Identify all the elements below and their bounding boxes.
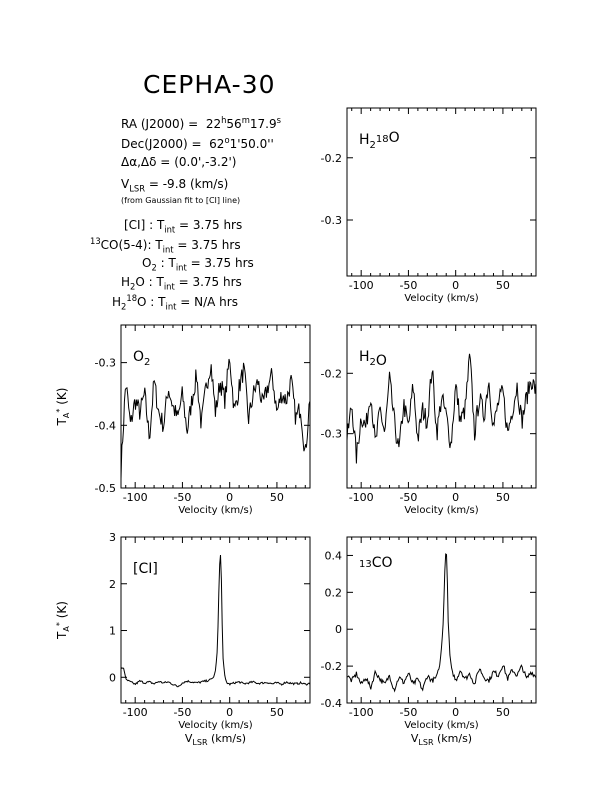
y-tick-label: 0.2 bbox=[324, 586, 342, 600]
vlsr-note: (from Gaussian fit to [CI] line) bbox=[121, 196, 241, 205]
tint-h218o: $H_2^{18}O$ : $T_{int} = N/A$ hrs bbox=[112, 293, 238, 312]
spectrum-line bbox=[347, 354, 536, 464]
x-tick-label: -50 bbox=[399, 706, 418, 719]
spectrum-line bbox=[347, 554, 536, 691]
x-tick-label: 50 bbox=[495, 491, 510, 504]
x-axis-label: Velocity (km/s) bbox=[404, 293, 479, 304]
tint-13co: $^{13}$CO(5-4): $T_{int} = 3.75$ hrs bbox=[90, 236, 241, 255]
y-tick-label: 0 bbox=[335, 623, 342, 637]
offset-line: Δα,Δδ = (0.0',-3.2') bbox=[121, 155, 237, 169]
x-tick-label: 0 bbox=[452, 279, 460, 292]
x-axis-label-2: $V_{LSR}$ (km/s) bbox=[410, 732, 473, 747]
x-tick-label: -50 bbox=[399, 491, 418, 504]
x-tick-label: -50 bbox=[399, 279, 418, 292]
x-tick-label: -50 bbox=[173, 706, 192, 719]
panel-label: $O_2$ bbox=[133, 349, 151, 368]
y-tick-label: 2 bbox=[109, 577, 116, 591]
chart-o2 bbox=[55, 325, 310, 516]
y-tick-label: -0.5 bbox=[94, 482, 116, 495]
x-axis-label: Velocity (km/s) bbox=[178, 505, 253, 516]
x-tick-label: 0 bbox=[452, 706, 460, 719]
y-tick-label: -0.4 bbox=[320, 697, 342, 710]
ra-line: RA (J2000) = 22$^h$56$^m$17.9$^s$ bbox=[121, 115, 281, 131]
tint-ci: [CI] : $T_{int} = 3.75$ hrs bbox=[124, 218, 243, 235]
y-tick-label: -0.3 bbox=[320, 214, 342, 227]
x-tick-label: -100 bbox=[122, 491, 148, 504]
y-axis-label: $T_A^*$ (K) bbox=[55, 387, 71, 426]
x-tick-label: 50 bbox=[495, 279, 510, 292]
x-tick-label: 50 bbox=[495, 706, 510, 719]
x-tick-label: -100 bbox=[348, 706, 374, 719]
x-axis-label-2: $V_{LSR}$ (km/s) bbox=[184, 732, 247, 747]
spectrum-line bbox=[121, 359, 310, 479]
dec-line: Dec(J2000) = 62$^o$1'50.0'' bbox=[121, 135, 274, 151]
y-tick-label: 1 bbox=[109, 624, 116, 638]
x-tick-label: 0 bbox=[226, 706, 234, 719]
chart-h218o bbox=[321, 108, 536, 304]
y-tick-label: 0 bbox=[109, 671, 116, 685]
y-tick-label: -0.3 bbox=[94, 356, 116, 370]
y-tick-label: -0.2 bbox=[320, 151, 342, 165]
panel-label: $H_2^{18}O$ bbox=[359, 130, 400, 151]
x-tick-label: -100 bbox=[348, 491, 374, 504]
x-tick-label: 0 bbox=[226, 491, 234, 504]
y-tick-label: -0.3 bbox=[320, 427, 342, 441]
y-tick-label: -0.2 bbox=[320, 660, 342, 674]
tint-o2: $O_2$ : $T_{int} = 3.75$ hrs bbox=[142, 256, 254, 273]
figure-title: CEPHA-30 bbox=[143, 70, 276, 99]
x-tick-label: -100 bbox=[122, 706, 148, 719]
x-tick-label: -100 bbox=[348, 279, 374, 292]
tint-h2o: $H_2O$ : $T_{int} = 3.75$ hrs bbox=[121, 275, 242, 292]
x-tick-label: 50 bbox=[269, 491, 284, 504]
y-tick-label: -0.4 bbox=[94, 419, 116, 433]
panel-label: $^{13}$CO bbox=[359, 555, 393, 571]
panel-label: $H_2O$ bbox=[359, 349, 387, 369]
chart-13co bbox=[321, 537, 536, 747]
y-tick-label: -0.2 bbox=[320, 367, 342, 381]
panel-label: [CI] bbox=[133, 561, 158, 577]
chart-ci bbox=[55, 531, 310, 747]
x-tick-label: -50 bbox=[173, 491, 192, 504]
x-axis-label: Velocity (km/s) bbox=[404, 720, 479, 731]
chart-h2o bbox=[321, 325, 536, 516]
y-tick-label: 0.4 bbox=[324, 549, 342, 563]
x-tick-label: 50 bbox=[269, 706, 284, 719]
x-axis-label: Velocity (km/s) bbox=[404, 505, 479, 516]
x-tick-label: 0 bbox=[452, 491, 460, 504]
y-tick-label: 3 bbox=[109, 531, 116, 544]
y-axis-label: $T_A^*$ (K) bbox=[55, 601, 71, 639]
vlsr-line: $V_{LSR} = -9.8$ (km/s) bbox=[121, 177, 229, 194]
x-axis-label: Velocity (km/s) bbox=[178, 720, 253, 731]
